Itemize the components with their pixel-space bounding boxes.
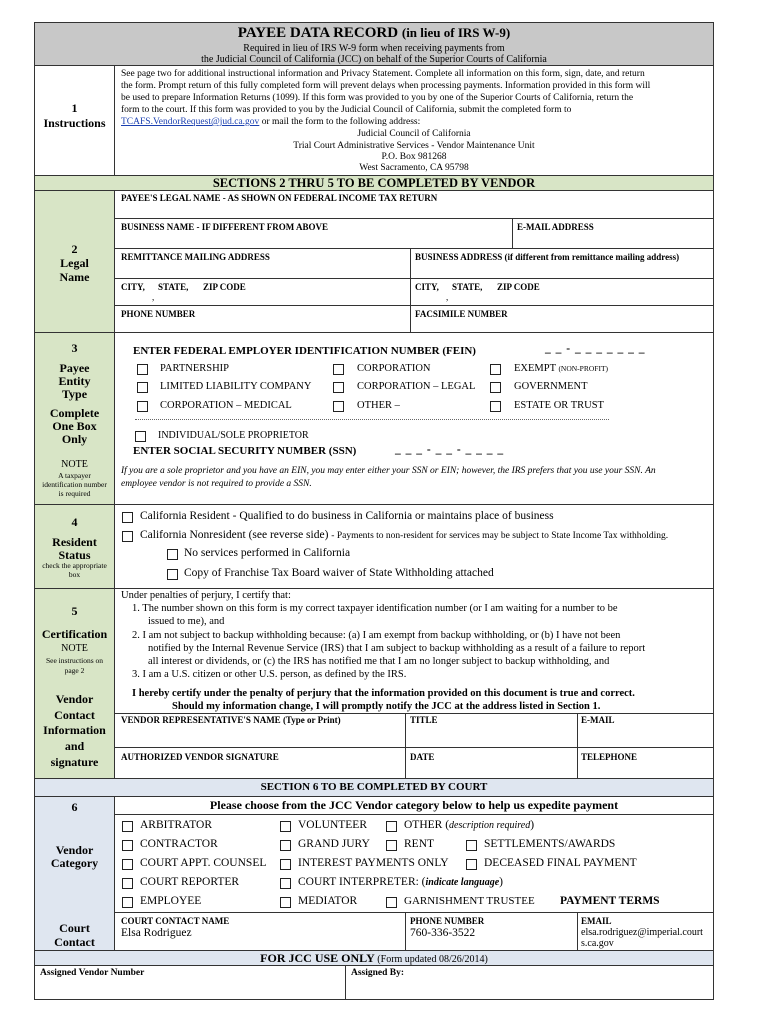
court-contact-2: Contact (54, 935, 95, 949)
grand-jury-label: GRAND JURY (298, 838, 370, 850)
vendor-contact-4: and (64, 739, 85, 753)
cert-note1: See instructions on (45, 656, 104, 665)
government-label: GOVERNMENT (514, 381, 588, 392)
addr1: Judicial Council of California (357, 129, 471, 139)
settlements-label: SETTLEMENTS/AWARDS (484, 838, 616, 850)
court-reporter-checkbox[interactable] (122, 878, 133, 889)
section6-title: SECTION 6 TO BE COMPLETED BY COURT (260, 781, 488, 793)
cert-bold1: I hereby certify under the penalty of perjury that the information provided on this document is true and correct. (132, 688, 635, 699)
court-email-label: EMAIL (581, 916, 612, 926)
section6-choose: Please choose from the JCC Vendor category below to help us expedite payment (209, 798, 619, 812)
instr-line1: See page two for additional instructional information and Privacy Statement. Complete all information on this form, sign, date, and return (121, 69, 645, 79)
rep-name-label: VENDOR REPRESENTATIVE'S NAME (Type or Print) (121, 715, 341, 725)
entity-label2: Entity (58, 374, 91, 388)
settlements-checkbox[interactable] (466, 840, 477, 851)
payment-terms-label: PAYMENT TERMS (560, 895, 660, 907)
corporation-checkbox[interactable] (333, 364, 344, 375)
date-field[interactable] (408, 762, 573, 777)
business-address-label: BUSINESS ADDRESS (if different from remittance mailing address) (415, 252, 680, 262)
cert-item3: 3. I am a U.S. citizen or other U.S. person, as defined by the IRS. (132, 669, 407, 680)
instr-line2: the form. Prompt return of this fully completed form will prevent delays when processing payments. Information provided in this form will (121, 81, 651, 91)
entity-complete2: One Box (52, 419, 97, 433)
entity-note2: identification number (42, 480, 107, 489)
entity-complete1: Complete (49, 406, 100, 420)
ca-nonresident-label: California Nonresident (see reverse side) - Payments to non-resident for services may be subject to State Income Tax withholding. (140, 529, 669, 541)
court-counsel-checkbox[interactable] (122, 859, 133, 870)
cert-intro: Under penalties of perjury, I certify that: (121, 590, 291, 601)
cert-item1a: 1. The number shown on this form is my correct taxpayer identification number (or I am waiting for a number to be (132, 603, 618, 614)
telephone-label: TELEPHONE (581, 752, 638, 762)
deceased-label: DECEASED FINAL PAYMENT (484, 857, 637, 869)
other-category-label: OTHER (description required) (404, 819, 535, 831)
vendor-category-1: Vendor (55, 843, 94, 857)
resident-num: 4 (71, 515, 78, 529)
addr4: West Sacramento, CA 95798 (359, 163, 469, 173)
deceased-checkbox[interactable] (466, 859, 477, 870)
government-checkbox[interactable] (490, 382, 501, 393)
estate-label: ESTATE OR TRUST (514, 400, 604, 411)
zip-label: ZIP CODE (203, 282, 246, 292)
rent-label: RENT (404, 838, 435, 850)
no-services-label: No services performed in California (184, 547, 351, 559)
corp-legal-label: CORPORATION – LEGAL (357, 381, 476, 392)
individual-label: INDIVIDUAL/SOLE PROPRIETOR (158, 430, 309, 441)
remittance-field[interactable] (118, 263, 406, 277)
fax-label: FACSIMILE NUMBER (415, 309, 508, 319)
header-sub1: Required in lieu of IRS W-9 form when receiving payments from (243, 43, 505, 54)
llc-checkbox[interactable] (137, 382, 148, 393)
resident-label2: Status (58, 548, 91, 562)
jcc-email-link[interactable]: TCAFS.VendorRequest@jud.ca.gov (121, 117, 260, 127)
instructions-label: Instructions (43, 116, 106, 130)
grand-jury-checkbox[interactable] (280, 840, 291, 851)
rep-name-field[interactable] (118, 726, 402, 746)
legal-label1: Legal (60, 256, 89, 270)
city-label-2: CITY, (415, 282, 439, 292)
court-email-2[interactable]: s.ca.gov (581, 938, 614, 949)
instr-line5: TCAFS.VendorRequest@jud.ca.gov or mail the form to the following address: (121, 117, 421, 127)
arbitrator-label: ARBITRATOR (140, 819, 212, 831)
partnership-label: PARTNERSHIP (160, 363, 230, 374)
city-label: CITY, (121, 282, 145, 292)
assigned-by-field[interactable] (349, 980, 711, 998)
resident-sub1: check the appropriate (42, 561, 107, 570)
city-comma: , (152, 292, 155, 302)
ssn-note1: If you are a sole proprietor and you have an EIN, you may enter either your SSN or EIN; however, the IRS prefers that you use your SSN. An (121, 466, 656, 476)
corporation-label: CORPORATION (357, 363, 431, 374)
interpreter-checkbox[interactable] (280, 878, 291, 889)
interpreter-label: COURT INTERPRETER: (indicate language) (298, 876, 503, 888)
assigned-vendor-field[interactable] (38, 980, 342, 998)
signature-field[interactable] (118, 762, 402, 777)
state-label-2: STATE, (452, 282, 483, 292)
cert-label: Certification (41, 627, 108, 641)
exempt-label: EXEMPT (NON-PROFIT) (514, 363, 609, 374)
estate-checkbox[interactable] (490, 401, 501, 412)
court-counsel-label: COURT APPT. COUNSEL (140, 857, 267, 869)
mediator-checkbox[interactable] (280, 897, 291, 908)
rent-checkbox[interactable] (386, 840, 397, 851)
zip-label-2: ZIP CODE (497, 282, 540, 292)
remit-city-state-zip-field[interactable] (118, 292, 406, 304)
ftb-waiver-label: Copy of Franchise Tax Board waiver of State Withholding attached (184, 567, 494, 579)
resident-label1: Resident (52, 535, 97, 549)
court-phone-label: PHONE NUMBER (410, 916, 485, 926)
remittance-label: REMITTANCE MAILING ADDRESS (121, 252, 270, 262)
employee-checkbox[interactable] (122, 897, 133, 908)
corp-medical-label: CORPORATION – MEDICAL (160, 400, 292, 411)
fein-input[interactable]: _ _ - _ _ _ _ _ _ _ (545, 343, 646, 355)
employee-label: EMPLOYEE (140, 895, 202, 907)
phone-label: PHONE NUMBER (121, 309, 196, 319)
corp-medical-checkbox[interactable] (137, 401, 148, 412)
vendor-contact-5: signature (50, 755, 99, 769)
contractor-label: CONTRACTOR (140, 838, 218, 850)
assigned-vendor-label: Assigned Vendor Number (40, 968, 145, 978)
court-reporter-label: COURT REPORTER (140, 876, 240, 888)
signature-label: AUTHORIZED VENDOR SIGNATURE (121, 752, 279, 762)
mediator-label: MEDIATOR (298, 895, 358, 907)
court-phone[interactable]: 760-336-3522 (410, 927, 476, 939)
entity-note1: A taxpayer (58, 471, 91, 480)
assigned-by-label: Assigned By: (351, 968, 405, 978)
other-checkbox[interactable] (333, 401, 344, 412)
payee-legal-name-field[interactable] (118, 204, 710, 218)
court-email-1[interactable]: elsa.rodriguez@imperial.court (581, 927, 703, 938)
business-city-state-zip-field[interactable] (413, 292, 711, 304)
addr2: Trial Court Administrative Services - Vendor Maintenance Unit (293, 141, 535, 151)
vendor-email-label: E-MAIL (581, 715, 615, 725)
arbitrator-checkbox[interactable] (122, 821, 133, 832)
other-label: OTHER – (357, 400, 400, 411)
cert-item2a: 2. I am not subject to backup withholding because: (a) I am exempt from backup withholding, or (b) I have not been (132, 630, 621, 641)
cert-item2c: all interest or dividends, or (c) the IRS has notified me that I am no longer subject to backup withholding, and (148, 656, 610, 667)
ca-resident-checkbox[interactable] (122, 512, 133, 523)
legal-label2: Name (59, 270, 90, 284)
cert-num: 5 (71, 604, 78, 618)
title-field[interactable] (408, 726, 573, 746)
contractor-checkbox[interactable] (122, 840, 133, 851)
ca-resident-label: California Resident - Qualified to do business in California or maintains place of business (140, 510, 554, 522)
vendor-category-2: Category (50, 856, 99, 870)
ca-nonresident-checkbox[interactable] (122, 531, 133, 542)
entity-complete3: Only (61, 432, 88, 446)
interest-label: INTEREST PAYMENTS ONLY (298, 857, 449, 869)
addr3: P.O. Box 981268 (381, 152, 447, 162)
entity-label1: Payee (59, 361, 90, 375)
phone-field[interactable] (118, 319, 406, 331)
entity-note: NOTE (61, 459, 88, 470)
cert-item1b: issued to me), and (148, 616, 225, 627)
individual-checkbox[interactable] (135, 431, 146, 442)
jcc-title: FOR JCC USE ONLY (Form updated 08/26/2014) (260, 951, 488, 965)
business-address-field[interactable] (413, 263, 711, 277)
legal-num: 2 (71, 242, 78, 256)
vendor-email-field[interactable] (580, 726, 711, 746)
email-label: E-MAIL ADDRESS (517, 222, 594, 232)
header-sub2: the Judicial Council of California (JCC) on behalf of the Superior Courts of California (201, 54, 547, 65)
business-name-field[interactable] (118, 233, 508, 247)
telephone-field[interactable] (580, 762, 711, 777)
ssn-note2: employee vendor is not required to provide a SSN. (121, 479, 312, 489)
ssn-label: ENTER SOCIAL SECURITY NUMBER (SSN) (133, 445, 357, 457)
entity-note3: is required (58, 489, 91, 498)
volunteer-checkbox[interactable] (280, 821, 291, 832)
corp-legal-checkbox[interactable] (333, 382, 344, 393)
resident-sub2: box (68, 570, 81, 579)
cert-note2: page 2 (64, 666, 85, 675)
entity-label3: Type (61, 387, 88, 401)
sections-2-5-title: SECTIONS 2 THRU 5 TO BE COMPLETED BY VENDOR (212, 176, 536, 190)
fax-field[interactable] (413, 319, 711, 331)
instr-line4: form to the court. If this form was provided to you by the Judicial Council of California, submit the completed form to (121, 105, 572, 115)
interest-checkbox[interactable] (280, 859, 291, 870)
court-contact-name-label: COURT CONTACT NAME (121, 916, 230, 926)
vendor-contact-1: Vendor (55, 692, 94, 706)
business-name-label: BUSINESS NAME - IF DIFFERENT FROM ABOVE (121, 222, 329, 232)
ftb-waiver-checkbox[interactable] (167, 569, 178, 580)
court-contact-name[interactable]: Elsa Rodriguez (121, 927, 192, 939)
payee-legal-name-label: PAYEE'S LEGAL NAME - AS SHOWN ON FEDERAL INCOME TAX RETURN (121, 193, 438, 203)
date-label: DATE (410, 752, 435, 762)
court-contact-1: Court (59, 921, 90, 935)
cert-note: NOTE (61, 643, 88, 654)
garnishment-label: GARNISHMENT TRUSTEE (404, 895, 535, 907)
cert-bold2: Should my information change, I will promptly notify the JCC at the address listed in Section 1. (172, 701, 601, 712)
vendor-contact-2: Contact (54, 708, 95, 722)
exempt-checkbox[interactable] (490, 364, 501, 375)
instructions-num: 1 (71, 101, 78, 115)
volunteer-label: VOLUNTEER (298, 819, 367, 831)
partnership-checkbox[interactable] (137, 364, 148, 375)
garnishment-checkbox[interactable] (386, 897, 397, 908)
other-category-checkbox[interactable] (386, 821, 397, 832)
title-label: TITLE (410, 715, 438, 725)
instr-line3: be used to prepare Information Returns (1099). If this form was provided to you by one of the Superior Courts of California, return the (121, 93, 634, 103)
city-comma-2: , (446, 292, 449, 302)
vendor-contact-3: Information (43, 723, 106, 737)
section6-num: 6 (71, 800, 78, 814)
entity-num: 3 (71, 341, 78, 355)
email-field[interactable] (515, 233, 711, 247)
form-title: PAYEE DATA RECORD (in lieu of IRS W-9) (237, 25, 511, 41)
fein-label: ENTER FEDERAL EMPLOYER IDENTIFICATION NUMBER (FEIN) (133, 345, 476, 357)
divider-dotted (135, 419, 609, 420)
ssn-input[interactable]: _ _ _ - _ _ - _ _ _ _ (395, 444, 505, 456)
no-services-checkbox[interactable] (167, 549, 178, 560)
cert-item2b: notified by the Internal Revenue Service (IRS) that I am subject to backup withholding as a result of a failure to report (148, 643, 646, 654)
llc-label: LIMITED LIABILITY COMPANY (160, 381, 312, 392)
state-label: STATE, (158, 282, 189, 292)
